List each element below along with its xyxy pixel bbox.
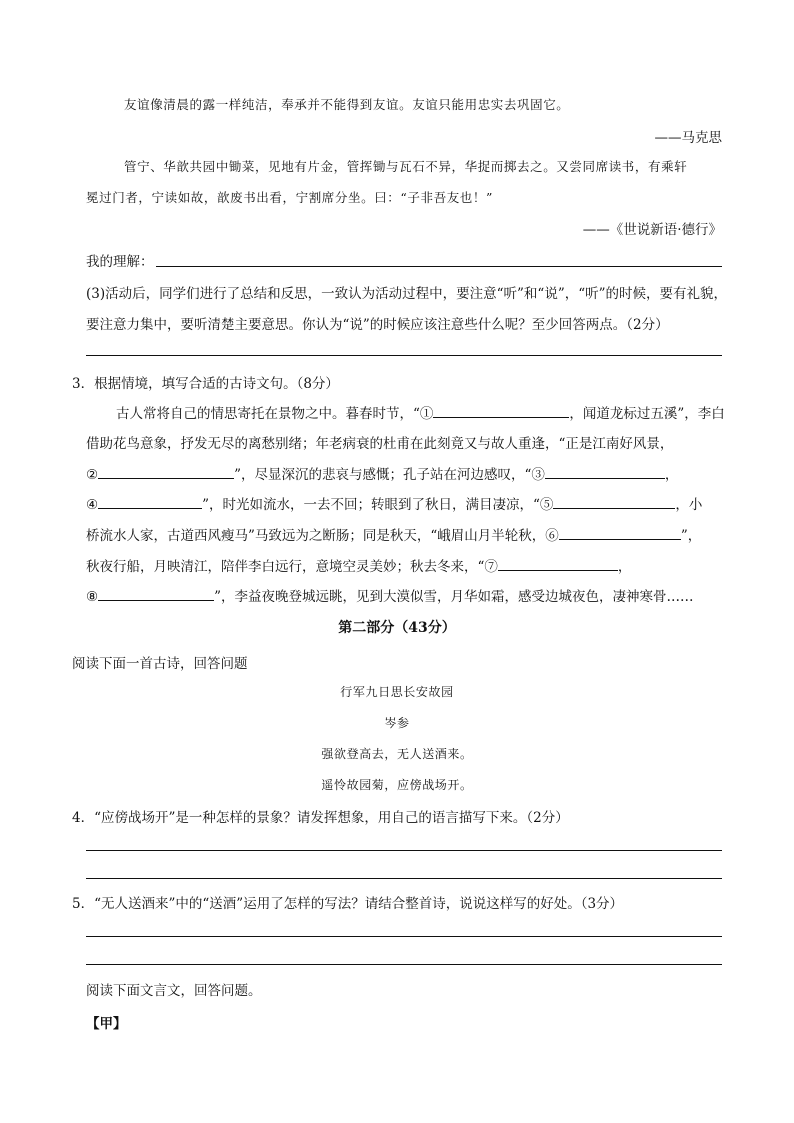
quote-shishuo-line1: 管宁、华歆共园中锄菜，见地有片金，管挥锄与瓦石不异，华捉而掷去之。又尝同席读书，有乘轩 [124,159,688,174]
q2-3-line2: 要注意力集中，要听清楚主要意思。你认为“说”的时候应该注意些什么呢？至少回答两点。（2分） [86,317,669,333]
quote-shishuo-line2: 冕过门者，宁读如故，歆废书出看，宁割席分坐。曰：“子非吾友也！” [86,190,493,205]
q3-line4 [86,493,702,513]
q3-line1-text-b: ，闻道龙标过五溪”，李白 [569,406,725,422]
blank-7[interactable] [498,556,618,571]
q2-3-line1: (3)活动后，同学们进行了总结和反思，一致认为活动过程中，要注意“听”和“说”，“听”的时候，要有礼貌， [86,286,728,302]
q3-line3-text-a: ② [86,467,99,483]
q3-line5 [86,524,701,544]
understanding-answer-line[interactable] [156,266,722,267]
quote-marx-source: ——马克思 [654,130,722,146]
poem-author: 岑参 [384,716,410,730]
q3-line7-text-b: ”，李益夜晚登城远眺，见到大漠似雪，月华如霜，感受边城夜色，凄神寒骨…… [214,589,694,605]
q3-line6-text-b: ， [617,559,632,575]
q3-line7-text-a: ⑧ [86,589,99,605]
blank-6[interactable] [559,525,681,540]
q5-answer-line-1[interactable] [86,936,722,937]
jia-label: 【甲】 [86,1016,127,1032]
q3-line1-text-a: 古人常将自己的情思寄托在景物之中。暮春时节，“① [116,406,434,422]
poem-line2: 遥怜故园菊，应傍战场开。 [321,778,473,792]
q3-line5-text-a: 桥流水人家，古道西风瘦马”马致远为之断肠；同是秋天，“峨眉山月半轮秋，⑥ [86,528,559,544]
classical-intro: 阅读下面文言文，回答问题。 [86,983,262,999]
blank-5[interactable] [553,494,675,509]
poem-title: 行军九日思长安故园 [340,685,454,699]
blank-3[interactable] [545,464,665,479]
poem-line1: 强欲登高去，无人送酒来。 [321,747,473,761]
part2-intro: 阅读下面一首古诗，回答问题 [72,656,248,672]
q2-3-answer-line[interactable] [86,355,722,356]
q3-line4-text-c: ，小 [675,497,703,513]
q4-answer-line-2[interactable] [86,878,722,879]
q3-line4-text-b: ”，时光如流水，一去不回；转眼到了秋日，满目凄凉，“⑤ [202,497,554,513]
q3-line3-text-b: ”，尽显深沉的悲哀与感慨；孔子站在河边感叹，“③ [234,467,545,483]
q3-line4-text-a: ④ [86,497,99,513]
blank-4[interactable] [98,494,202,509]
q3-line7 [86,585,694,605]
blank-1[interactable] [433,403,569,418]
q3-line5-text-b: ”， [680,528,702,544]
q3-line3 [86,463,678,483]
q4-question: 4．“应傍战场开”是一种怎样的景象？请发挥想象，用自己的语言描写下来。（2分） [72,810,569,826]
q3-line1 [116,402,725,422]
quote-shishuo-source: ——《世说新语·德行》 [582,222,722,238]
q3-line3-text-c: ， [664,467,679,483]
q3-line2: 借助花鸟意象，抒发无尽的离愁别绪；年老病衰的杜甫在此刻竟又与故人重逢，“正是江南好风景， [86,436,674,452]
q5-answer-line-2[interactable] [86,964,722,965]
understanding-label: 我的理解： [86,254,154,270]
blank-2[interactable] [98,464,234,479]
q3-title: 3．根据情境，填写合适的古诗文句。（8分） [72,376,339,392]
q3-line6 [86,555,631,575]
q3-line6-text-a: 秋夜行船，月映清江，陪伴李白远行，意境空灵美妙；秋去冬来，“⑦ [86,559,498,575]
part2-heading: 第二部分（43分） [338,620,456,636]
q5-question: 5．“无人送酒来”中的“送酒”运用了怎样的写法？请结合整首诗，说说这样写的好处。（3分） [72,896,624,912]
blank-8[interactable] [98,586,214,601]
quote-marx-text: 友谊像清晨的露一样纯洁，奉承并不能得到友谊。友谊只能用忠实去巩固它。 [124,97,570,112]
q4-answer-line-1[interactable] [86,850,722,851]
